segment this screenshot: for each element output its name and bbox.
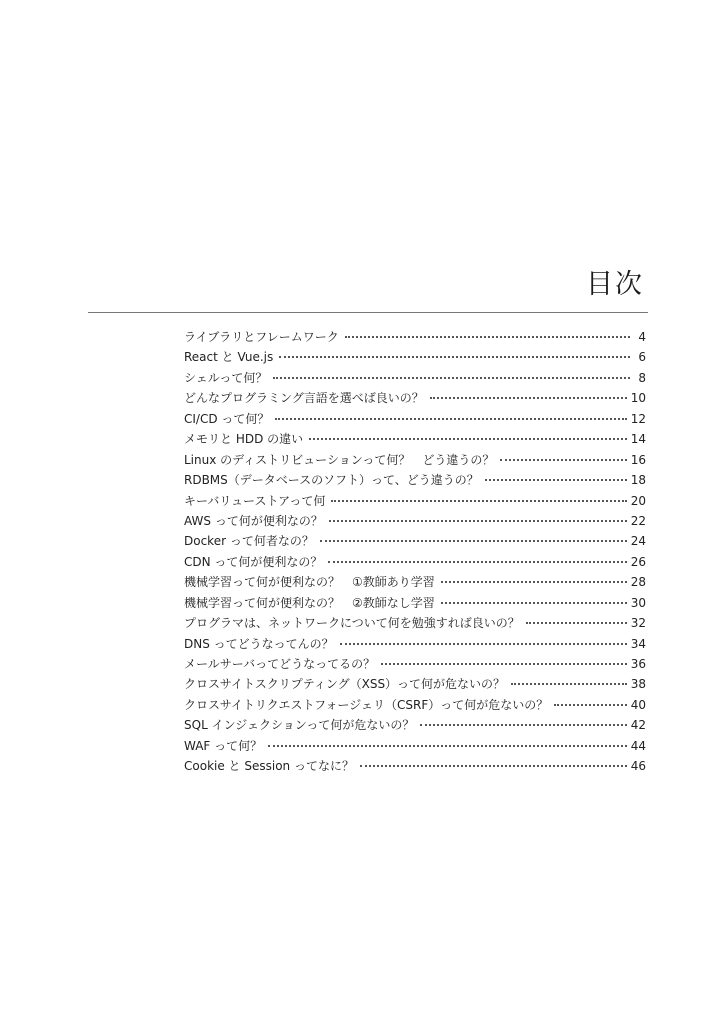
toc-entry[interactable] — [184, 327, 646, 347]
toc-entry[interactable] — [184, 674, 646, 694]
toc-entry-page-number: 44 — [630, 738, 646, 753]
toc-entry[interactable] — [184, 572, 646, 592]
toc-entry-page-number: 40 — [630, 697, 646, 712]
toc-entry[interactable] — [184, 388, 646, 408]
toc-entry[interactable] — [184, 736, 646, 756]
toc-entry-title: ライブラリとフレームワーク — [184, 330, 339, 344]
dot-leader — [360, 765, 627, 767]
toc-entry[interactable] — [184, 429, 646, 449]
dot-leader — [420, 724, 626, 726]
dot-leader — [511, 683, 627, 685]
toc-entry-page-number: 20 — [630, 493, 646, 508]
toc-entry[interactable] — [184, 756, 646, 776]
dot-leader — [275, 418, 626, 420]
toc-entry-title: シェルって何？ — [184, 370, 268, 385]
toc-entry[interactable] — [184, 695, 646, 715]
toc-entry-page-number: 16 — [630, 452, 646, 467]
toc-entry-page-number: 36 — [630, 657, 646, 671]
dot-leader — [309, 438, 627, 440]
toc-entry[interactable] — [184, 613, 646, 633]
toc-entry-page-number: 8 — [638, 370, 646, 385]
toc-entry-page-number: 22 — [630, 513, 646, 528]
toc-entry-page-number: 10 — [630, 391, 646, 406]
dot-leader — [331, 500, 626, 502]
dot-leader — [485, 479, 627, 481]
dot-leader — [345, 336, 630, 338]
toc-entry-title: プログラマは、ネットワークについて何を勉強すれば良いの？ — [184, 616, 520, 631]
toc-entry-title: WAF って何？ — [184, 738, 263, 753]
toc-entry-title: Cookie と Session ってなに？ — [184, 759, 354, 774]
table-of-contents — [184, 327, 646, 777]
dot-leader — [381, 663, 627, 665]
dot-leader — [554, 704, 626, 706]
toc-entry-page-number: 42 — [630, 718, 646, 733]
toc-entry-title: Linux のディストリビューションって何？ どう違うの？ — [184, 452, 495, 467]
toc-entry-title: クロスサイトスクリプティング（XSS）って何が危ないの？ — [184, 677, 506, 692]
toc-entry-title: CI/CD って何？ — [184, 411, 270, 426]
toc-entry-page-number: 18 — [630, 473, 646, 488]
toc-entry-page-number: 24 — [630, 534, 646, 549]
toc-entry[interactable] — [184, 634, 646, 654]
page-title: 目次 — [586, 269, 644, 300]
dot-leader — [500, 459, 626, 461]
toc-entry-title: 機械学習って何が便利なの？ ①教師あり学習 — [184, 575, 435, 590]
dot-leader — [273, 377, 630, 379]
toc-entry-page-number: 14 — [630, 432, 646, 447]
toc-entry[interactable] — [184, 654, 646, 674]
toc-entry-title: キーバリューストアって何 — [184, 493, 326, 508]
toc-entry-page-number: 6 — [638, 350, 646, 365]
toc-entry-page-number: 30 — [630, 595, 646, 610]
toc-entry-title: 機械学習って何が便利なの？ ②教師なし学習 — [184, 595, 435, 610]
dot-leader — [279, 356, 630, 358]
toc-entry-title: CDN って何が便利なの？ — [184, 554, 323, 569]
dot-leader — [430, 397, 627, 399]
toc-entry[interactable] — [184, 450, 646, 470]
toc-entry[interactable] — [184, 552, 646, 572]
toc-entry-title: どんなプログラミング言語を選べば良いの？ — [184, 391, 424, 406]
toc-entry-title: RDBMS（データベースのソフト）って、どう違うの？ — [184, 473, 479, 488]
toc-entry-title: DNS ってどうなってんの？ — [184, 636, 334, 651]
toc-entry-title: クロスサイトリクエストフォージェリ（CSRF）って何が危ないの？ — [184, 697, 549, 712]
toc-entry-page-number: 26 — [630, 554, 646, 569]
toc-entry-title: React と Vue.js — [184, 350, 274, 365]
toc-entry[interactable] — [184, 531, 646, 551]
toc-entry-page-number: 4 — [638, 330, 646, 344]
toc-entry-title: SQL インジェクションって何が危ないの？ — [184, 718, 415, 733]
title-divider — [88, 312, 648, 313]
toc-entry[interactable] — [184, 511, 646, 531]
toc-entry[interactable] — [184, 715, 646, 735]
toc-entry-page-number: 32 — [630, 616, 646, 631]
toc-entry[interactable] — [184, 470, 646, 490]
toc-entry[interactable] — [184, 409, 646, 429]
toc-entry-page-number: 12 — [630, 411, 646, 426]
toc-entry-page-number: 38 — [630, 677, 646, 692]
toc-entry[interactable] — [184, 347, 646, 367]
dot-leader — [441, 602, 627, 604]
toc-entry-title: メールサーバってどうなってるの？ — [184, 657, 376, 671]
toc-entry-title: メモリと HDD の違い — [184, 432, 304, 447]
dot-leader — [328, 561, 626, 563]
dot-leader — [340, 643, 627, 645]
toc-entry[interactable] — [184, 593, 646, 613]
dot-leader — [329, 520, 627, 522]
toc-entry-title: Docker って何者なの？ — [184, 534, 314, 549]
dot-leader — [268, 745, 627, 747]
toc-entry-title: AWS って何が便利なの？ — [184, 513, 323, 528]
toc-entry[interactable] — [184, 368, 646, 388]
dot-leader — [441, 581, 627, 583]
toc-entry[interactable] — [184, 491, 646, 511]
toc-entry-page-number: 34 — [630, 636, 646, 651]
toc-entry-page-number: 28 — [630, 575, 646, 590]
dot-leader — [526, 622, 627, 624]
dot-leader — [320, 540, 627, 542]
toc-entry-page-number: 46 — [630, 759, 646, 774]
